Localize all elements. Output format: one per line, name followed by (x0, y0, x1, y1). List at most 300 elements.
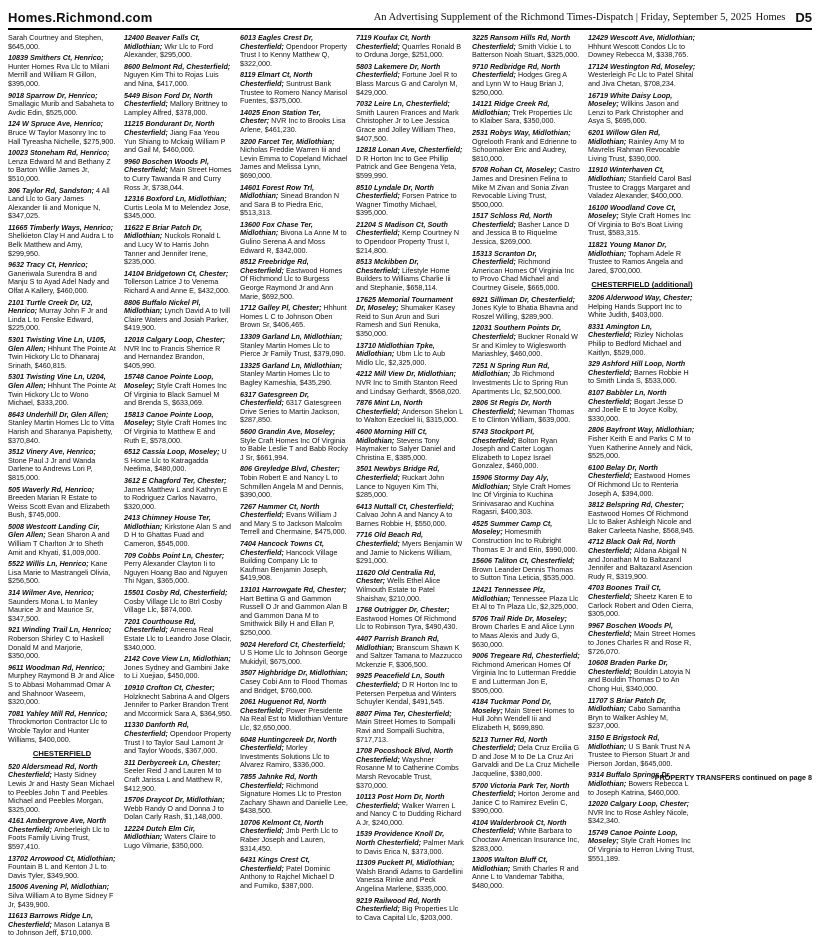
listing-address: 11330 Danforth Rd, Chesterfield; (124, 720, 189, 738)
listing-details: Lenza Edward M and Bethany Z to Barton Willie James Jr, $510,000. (8, 156, 111, 183)
listing-details: U S Home Llc to Katragadda Neelima, $480,000. (124, 447, 227, 474)
listing-address: 15706 Draycot Dr, Midlothian; (124, 795, 225, 805)
property-listing (240, 503, 348, 537)
listing-details: D R Horton Inc to Gee Phillip Patrick and Gee Bengena Yeta, $599,990. (356, 153, 457, 180)
listing-address: 8806 Buffalo Nickel Pl, Midlothian; (124, 297, 201, 316)
property-listing (124, 299, 232, 333)
listing-details: James Matthew L and Kathryn E to Rodriguez Carlos Navarro, $320,000. (124, 484, 228, 511)
property-listing (588, 92, 696, 126)
property-listing (240, 221, 348, 255)
listing-details: Power Presidente Na Real Est to Midlothian Venture Llc, $2,650,000. (240, 705, 348, 732)
listing-details: Hodges Greg A and Lynn W to Haug Brian J, $250,000. (472, 70, 567, 97)
property-listing (240, 856, 348, 890)
listing-details: White Barbara to Choctaw American Insurance Inc, $283,000. (472, 826, 580, 853)
property-listing (124, 514, 232, 548)
listing-details: Trek Properties Llc to Klaiber Sara, $350,000. (472, 107, 573, 126)
property-listing (472, 586, 580, 612)
listing-details: Walker Warren L and Nancy C to Dudding Richard A Jr, $240,000. (356, 800, 462, 827)
property-listing (124, 270, 232, 296)
listing-details: Walsh Brandi Adams to Gardellini Vanessa Rinke and Peck Angelina Marlene, $335,000. (356, 866, 463, 894)
property-listing (240, 391, 348, 425)
listing-address: 9925 Peacefield Ln, South Chesterfield; (356, 671, 445, 689)
listing-details: Topham Adele R Trustee to Ramos Angela and Jared, $700,000. (588, 248, 683, 275)
listing-details: Style Craft Homes Inc Of Virginia to Bable Leslie T and Babb Rocky J Sr, $661,994. (240, 435, 349, 462)
listing-address: 5706 Trail Ride Dr, Moseley; (472, 613, 567, 623)
listing-address: 10113 Post Horn Dr, North Chesterfield; (356, 792, 445, 810)
listing-details: Casey Cobi Ann to Flood Thomas and Bridget, $760,000. (240, 676, 348, 695)
property-listing (240, 184, 348, 218)
listing-address: 1708 Pocoshock Blvd, North Chesterfield; (356, 746, 454, 764)
listing-address: 15501 Cosby Rd, Chesterfield; (124, 588, 228, 598)
listing-details: Eastwood Homes Of Richmond Llc to Renteria Joseph A, $394,000. (588, 471, 691, 498)
listing-address: 7716 Old Beach Rd, Chesterfield; (356, 530, 424, 549)
listing-details: Stanley Martin Homes Llc to Pierce Jr Family Trust, $379,090. (240, 340, 346, 359)
listing-details: Hunter Homes Rva Llc to Milani Merrill and William R Gillon, $395,000. (8, 61, 110, 88)
property-listing (240, 34, 348, 68)
property-listing (240, 819, 348, 853)
listing-address: 3612 E Chagford Ter, Chester; (124, 475, 227, 485)
listing-details: Kemp Courtney N to Opendoor Property Trust I, $214,800. (356, 228, 460, 255)
property-listing (124, 448, 232, 474)
listing-details: Lynch David A to Ivill Claire Waters and Josiah Parker, $419,900. (124, 306, 230, 333)
property-listing (472, 34, 580, 60)
property-listing (472, 362, 580, 396)
property-listing (124, 120, 232, 154)
property-listing (240, 109, 348, 135)
listing-details: Style Craft Homes Inc Of Virginia to Black Samuel M and Brenda S, $633,069. (124, 380, 227, 408)
listing-details: Tobin Robert E and Nancy L to Schmillen Angela M and Dennis, $390,000. (240, 472, 344, 500)
listing-details: Holzknecht Sabrina A and Olgers Jennifer to Parker Brandon Trent and Mccormick Sara A, $364,950. (124, 691, 232, 718)
property-listing (240, 428, 348, 462)
property-listing (124, 158, 232, 192)
property-listing (588, 584, 696, 618)
property-listing (588, 464, 696, 498)
listing-details: Branscum Shawn K and Saltzer Tamana to Mazzucco Mckenzie F, $306,500. (356, 642, 463, 669)
property-listing (472, 250, 580, 293)
listing-address: 520 Aldersmead Rd, North Chesterfield; (8, 761, 98, 780)
listing-address: 12018 Calgary Loop, Chester; (124, 335, 226, 344)
listing-address: 17625 Memorial Tournament Dr, Moseley; (356, 294, 453, 313)
listing-details: Sean Sharon A and William T Charlton Jr to Sheth Amit and Khyati, $1,009,000. (8, 530, 110, 557)
listing-address: 7201 Courthouse Rd, Chesterfield; (124, 616, 196, 635)
listing-address: 15906 Stormy Day Aly, Midlothian; (472, 472, 549, 491)
property-listing (472, 819, 580, 853)
listing-address: 4184 Tuckmar Pond Dr, Moseley; (472, 697, 552, 715)
listing-address: 314 Wilmer Ave, Henrico; (8, 588, 94, 598)
property-listing (240, 698, 348, 732)
listing-details: Smith Lauren Frances and Mark Christopher Jr to Lee Jessica Grace and Jolley William Theo, $407,500. (356, 107, 459, 143)
listing-address: 10023 Stoneham Rd, Henrico; (8, 148, 110, 158)
listing-address: 15006 Avening Pl, Midlothian; (8, 882, 110, 892)
property-listing (472, 474, 580, 517)
property-listing (8, 92, 116, 118)
listing-details: Nicholas Freddie Warren Iii and Levin Emma to Copeland Michael James and Melissa Lynn, $690,000. (240, 145, 348, 180)
property-listing (588, 166, 696, 200)
property-listing (588, 294, 696, 320)
listing-details: Shelkieton Clay H and Audra L to Belk Matthew and Amy, $299,950. (8, 231, 114, 258)
property-listing (356, 503, 464, 529)
listing-details: Bivona La Anne M to Gulino Serena A and Moss Edward R, $342,000. (240, 228, 347, 255)
listing-address: 6100 Belay Dr, North Chesterfield; (588, 462, 658, 481)
listing-address: 8331 Amington Ln, Chesterfield; (588, 321, 653, 340)
listing-details: Helping Hands Support Inc to White Judith, $403,000. (588, 301, 682, 320)
listing-columns (8, 33, 812, 938)
listing-address: 6201 Willow Glen Rd, Midlothian; (588, 127, 661, 146)
listing-address: 6317 Gatesgreen Dr, Chesterfield; (240, 389, 310, 408)
listing-address: 8119 Elmart Ct, North Chesterfield; (240, 70, 313, 88)
property-listing (588, 426, 696, 460)
listing-details: Tollerson Latrice J to Venema Richard A and Anne E, $432,000. (124, 277, 230, 296)
listing-details: NVR Inc to Francis Sherrice R and Hernandez Brandon, $405,990. (124, 343, 221, 370)
property-listing (124, 63, 232, 89)
listing-address: 9006 Tregeare Rd, Chesterfield; (472, 651, 580, 661)
listing-address: 9314 Buffalo Springs Dr, Midlothian; (588, 770, 671, 788)
listing-details: Fountain B L and Kenton J L to Davis Tyler, $349,900. (8, 862, 107, 880)
property-listing (124, 92, 232, 118)
property-listing (124, 373, 232, 407)
listing-address: 921 Winding Trail Ln, Henrico; (8, 625, 112, 635)
listing-details: Jiang Faa Yeou Yun Shiang to Mckaig William P and Gail M, $460,000. (124, 127, 226, 155)
page-number: D5 (795, 9, 812, 25)
listing-address: 9018 Sparrow Dr, Henrico; (8, 90, 98, 100)
listing-address: 5803 Lakemere Dr, North Chesterfield; (356, 61, 441, 80)
property-listing (240, 773, 348, 816)
listing-address: 9710 Redbridge Rd, North Chesterfield; (472, 61, 561, 80)
section-heading: CHESTERFIELD (32, 749, 92, 759)
listing-details: Horton Jerome and Janice C to Ramirez Evelin C, $390,000. (472, 789, 580, 816)
property-listing (8, 855, 116, 881)
listing-address: 12020 Calgary Loop, Chester; (588, 799, 690, 809)
listing-details: Main Street Homes to Hull John Wendell Iii and Elizabeth H, $699,890. (472, 705, 575, 732)
property-listing (588, 538, 696, 581)
listing-details: Lifestyle Home Builders to Williams Charlie Iii and Stephanie, $658,114. (356, 265, 451, 293)
property-listing (8, 912, 116, 938)
listing-address: 2142 Cove View Ln, Midlothian; (124, 654, 231, 664)
listing-address: 11309 Puckett Pl, Midlothian; (356, 858, 455, 868)
property-listing (124, 655, 232, 681)
property-listing (8, 54, 116, 88)
listing-address: 15606 Taliton Ct, Chesterfield; (472, 556, 575, 566)
property-listing (124, 721, 232, 755)
property-listing (8, 299, 116, 333)
listing-details: Stanfield Carol Basl Trustee to Craggs Margaret and Valadez Alexander, $400,000. (588, 173, 692, 201)
listing-details: Wilkins Jason and Lenzi to Park Christopher and Asya S, $695,000. (588, 99, 684, 126)
listing-address: 12316 Boxford Ln, Midlothian; (124, 194, 227, 204)
property-listing (356, 793, 464, 827)
listing-column (240, 34, 348, 941)
listing-address: 21204 S Madison Ct, South Chesterfield; (356, 219, 448, 238)
property-listing (472, 428, 580, 471)
listing-details: Breeden Marian R Estate to Weiss Scott Evan and Elizabeth Bush, $745,000. (8, 493, 110, 520)
property-listing (124, 411, 232, 445)
listing-details: Richmond American Homes Of Virginia Inc to Provo Chad Michael and Courtney Gisele, $665,000. (472, 257, 575, 293)
listing-details: Bouldin Latoyia N and Bouldin Thomas D to An Chong Hui, $340,000. (588, 666, 691, 693)
listing-details: Mallory Brittney to Lampley Alfred, $378,000. (124, 99, 228, 117)
property-listing (356, 747, 464, 790)
property-listing (472, 736, 580, 779)
listing-details: Myers Benjamin W and Jamie to Nickens William, $291,000. (356, 539, 463, 566)
listing-address: 3512 Vinery Ave, Henrico; (8, 447, 96, 457)
listing-address: 2101 Turtle Creek Dr, U2, Henrico; (8, 297, 93, 316)
listing-address: 6431 Kings Crest Ct, Chesterfield; (240, 855, 310, 873)
listing-details: Buckner Ronald W Sr and Kimley to Wiglesworth Mariashley, $460,000. (472, 332, 578, 359)
listing-address: 13600 Fox Chase Ter, Midlothian; (240, 219, 313, 238)
property-listing (124, 224, 232, 267)
property-listing (356, 296, 464, 339)
property-listing (8, 523, 116, 557)
property-listing (8, 763, 116, 815)
continued-listing-text: Sarah Courtney and Stephen, $645,000. (8, 33, 104, 51)
listing-details: Richmond American Homes Of Virginia Inc to Lutterman Freddie E and Lutterman Jon E, $505,000. (472, 659, 577, 695)
property-listing (588, 323, 696, 357)
property-listing (8, 373, 116, 407)
property-listing (356, 34, 464, 60)
property-listing (8, 589, 116, 623)
page-header (8, 6, 812, 30)
header-right (374, 10, 812, 25)
property-listing (588, 241, 696, 275)
listing-address: 1712 Galley Pl, Chester; (240, 303, 324, 313)
listing-address: 4600 Morning Hill Ct, Midlothian; (356, 426, 428, 445)
listing-address: 8513 Mckibben Dr, Chesterfield; (356, 257, 419, 275)
listing-address: 16719 White Daisy Loop, Moseley; (588, 90, 673, 109)
property-listing (356, 342, 464, 368)
supplement-tagline: An Advertising Supplement of the Richmond Times-Dispatch | Friday, September 5, 2025 (373, 11, 752, 23)
property-listing (472, 129, 580, 163)
listing-address: 5301 Twisting Vine Ln, U204, Glen Allen; (8, 372, 106, 390)
listing-address: 10706 Kelmont Ct, North Chesterfield; (240, 817, 324, 836)
listing-details: Opendoor Property Trust I to Kenny Matthew Q, $322,000. (240, 41, 348, 68)
property-listing (356, 710, 464, 744)
listing-details: Murray John F Jr and Linda L to Fenske Edward, $225,000. (8, 306, 108, 333)
listing-address: 1768 Outrigger Dr, Chester; (356, 605, 450, 615)
listing-column (8, 34, 116, 941)
listing-address: 5522 Willis Ln, Henrico; (8, 559, 91, 569)
listing-address: 11622 E Briar Patch Dr, Midlothian; (124, 222, 203, 241)
listing-address: 3150 E Brigstock Rd, Midlothian; (588, 732, 660, 751)
property-listing (240, 669, 348, 695)
listing-details: U S Home Llc to Johnson George Mukidyil, $675,000. (240, 648, 348, 666)
property-listing (356, 465, 464, 499)
listing-details: U S Bank Trust N A Trustee to Pierson Stuart Jr and Pierson Jordan, $645,000. (588, 741, 690, 768)
listing-details: Big Properties Llc to Cava Capital Llc, $203,000. (356, 904, 459, 922)
property-listing (356, 184, 464, 218)
listing-details: Opendoor Property Trust I to Taylor Saul Lamont Jr and Taylor Woods, $367,000. (124, 728, 232, 756)
property-listing (356, 100, 464, 143)
listing-address: 5449 Bison Ford Dr, North Chesterfield; (124, 90, 213, 109)
property-listing (240, 362, 348, 388)
property-listing (8, 336, 116, 370)
listing-address: 8643 Underhill Dr, Glen Allen; (8, 409, 109, 419)
property-listing (472, 652, 580, 695)
property-listing (8, 626, 116, 660)
property-listing (240, 586, 348, 638)
listing-details: Webb Randy O and Donna J to Dolan Carly Rash, $1,148,000. (124, 803, 224, 822)
listing-address: 6921 Silliman Dr, Chesterfield; (472, 294, 576, 304)
listing-address: 9967 Boschen Woods Pl, Chesterfield; (588, 620, 673, 639)
listing-details: Ubm Llc to Aub Midlo Llc, $2,325,000. (356, 349, 446, 367)
property-listing (472, 212, 580, 246)
listing-address: 12429 Wescott Ave, Midlothian; (588, 33, 696, 42)
listing-details: Tennessee Plaza Llc Et Al to Tn Plaza Llc, $2,325,000. (472, 593, 579, 612)
listing-details: NVR Inc to Rose Ashley Nicole, $342,340. (588, 807, 689, 826)
property-listing (240, 736, 348, 770)
property-listing (8, 710, 116, 744)
listing-address: 6013 Eagles Crest Dr, Chesterfield; (240, 33, 314, 51)
listing-details: Barnes Robbie H to Smith Linda S, $533,000. (588, 367, 689, 386)
listing-details: Brown Charles E and Alice Lynn to Maas Alexis and Judy G, $630,000. (472, 622, 575, 649)
listing-address: 7876 Mint Ln, North Chesterfield; (356, 398, 423, 416)
listing-details: Main Street Homes to Sompalli Ravi and Sompalli Suchitra, $717,713. (356, 717, 456, 744)
listing-details: 6317 Gatesgreen Drive Series to Martin Jackson, $287,850. (240, 398, 342, 425)
listing-details: Bruce W Taylor Masonry Inc to Hall Tyreasha Nichelle, $275,900. (8, 127, 116, 146)
listing-address: 4712 Black Oak Rd, North Chesterfield; (588, 537, 676, 556)
listing-details: NVR Inc to Brooks Lisa Arlene, $461,230. (240, 116, 346, 134)
listing-details: Wells Ethel Alice Wilmouth Estate to Patel Shaishav, $210,000. (356, 576, 441, 603)
property-listing (588, 501, 696, 535)
listing-address: 8807 Pima Ter, Chesterfield; (356, 708, 452, 718)
listing-details: NVR Inc to Smith Stanton Reed and Lindsay Gerhardt, $568,020. (356, 377, 462, 396)
listing-column (124, 34, 232, 941)
property-listing (356, 606, 464, 632)
property-listing (588, 34, 696, 60)
listing-address: 5600 Grandin Ave, Moseley; (240, 426, 336, 436)
property-listing (588, 800, 696, 826)
listing-details: Smith Charles R and Anne L to Vandemar Tabitha, $480,000. (472, 863, 579, 891)
listing-address: 124 W Spruce Ave, Henrico; (8, 119, 104, 129)
listing-address: 13101 Harrowgate Rd, Chester; (240, 585, 347, 595)
listing-details: Rainley Amy M to Mavrelis Rahman Revocable Living Trust, $390,000. (588, 136, 685, 163)
listing-address: 9632 Tracy Ct, Henrico; (8, 260, 88, 270)
listing-address: 12031 Southern Points Dr, Chesterfield; (472, 323, 562, 341)
listing-address: 13702 Arrowood Ct, Midlothian; (8, 853, 116, 863)
listing-address: 11215 Bondurant Dr, North Chesterfield; (124, 119, 215, 137)
listing-details: Jones Sydney and Gambini Jake to Li Xuejiao, $450,000. (124, 662, 230, 681)
listing-details: Eastwood Homes Of Richmond Llc to Burgess George Raymond Jr and Ann Marie, $692,500. (240, 265, 343, 301)
property-listing (472, 100, 580, 126)
listing-details: Ganeriwala Surendra B and Manju S to Ayad Adel Nady and Olfat A Kallery, $460,000. (8, 268, 109, 296)
listing-address: 10910 Crofton Ct, Chester; (124, 682, 215, 692)
listing-address: 14121 Ridge Creek Rd, Midlothian; (472, 99, 550, 117)
property-listing (240, 465, 348, 499)
listing-address: 13710 Midlothian Tpke, Midlothian; (356, 340, 435, 359)
listing-details: Shumaker Kasey Reid to Sun Arun and Suri Ramesh and Suri Renuka, $350,000. (356, 303, 456, 338)
property-listing (8, 883, 116, 909)
property-listing (472, 782, 580, 816)
listing-details: Nguyen Kim Thi to Rojas Luis and Nina, $417,000. (124, 70, 219, 88)
property-listing (8, 187, 116, 221)
property-listing (8, 817, 116, 851)
listing-details: Richmond Signature Homes Llc to Preston Zachary Shawn and Danielle Lee, $438,500. (240, 780, 348, 816)
listing-address: 5301 Twisting Vine Ln, U105, Glen Allen; (8, 335, 106, 353)
property-listing (472, 698, 580, 732)
listing-details: Eastwood Homes Of Richmond Llc to Baker Ashleigh Nicole and Baker Carleeta Nashe, $568,945. (588, 508, 695, 535)
listing-details: Wayshner Rosanne M to Catherine Combs Marsh Revocable Trust, $370,000. (356, 754, 459, 790)
property-listing (588, 389, 696, 423)
property-listing (588, 360, 696, 386)
listing-details: Cabo Samantha Bryn to Walker Ashley M, $237,000. (588, 704, 681, 731)
listing-address: 5708 Rohan Ct, Moseley; (472, 165, 559, 175)
property-listing (240, 641, 348, 667)
listing-address: 11821 Young Manor Dr, Midlothian; (588, 240, 667, 258)
listing-details: Main Street Homes to Jones Charles R and Rose R, $726,070. (588, 629, 696, 656)
listing-address: 4212 Mill View Dr, Midlothian; (356, 369, 456, 379)
listing-address: 505 Waverly Rd, Henrico; (8, 484, 95, 494)
listing-address: 306 Taylor Rd, Sandston; (8, 185, 96, 195)
listing-address: 1517 Schloss Rd, North Chesterfield; (472, 211, 553, 229)
listing-details: Cosby Village Llc to Btrl Cosby Village Llc, $874,000. (124, 596, 223, 615)
continued-note: PROPERTY TRANSFERS continued on page 8 (654, 773, 812, 782)
listing-details: Style Craft Homes Inc Of Virginia to Matthew E and Ruth E, $578,000. (124, 418, 227, 445)
listing-address: 16100 Woodland Cove Ct, Moseley; (588, 202, 676, 221)
property-listing (588, 697, 696, 731)
listing-details: Palmer Mark to Davis Erica N, $373,000. (356, 838, 464, 856)
property-listing (240, 71, 348, 105)
listing-address: 12400 Beaver Falls Ct, Midlothian; (124, 33, 200, 51)
listing-details: Eastwood Homes Of Richmond Llc to Robinson Tyra, $490,430. (356, 613, 458, 632)
listing-details: Quarrles Ronald B to Orduna Jorge, $251,000. (356, 41, 462, 60)
listing-details: Hhhunt The Pointe At Twin Hickory Llc to Dhanaraj Srinath, $460,815. (8, 343, 116, 370)
property-listing (588, 829, 696, 863)
listing-address: 2061 Huguenot Rd, North Chesterfield; (240, 697, 327, 715)
property-listing (124, 618, 232, 652)
listing-address: 14601 Forest Row Trl, Midlothian; (240, 182, 315, 201)
listing-address: 4525 Summer Camp Ct, Moseley; (472, 518, 553, 537)
property-listing (356, 531, 464, 565)
property-listing (356, 399, 464, 425)
listing-address: 806 Greyledge Blvd, Chester; (240, 464, 340, 474)
listing-details: Throckmorton Contractor Llc to Wroble Taylor and Hunter Williams, $400,000. (8, 717, 108, 744)
listing-address: 11910 Winterhaven Ct, Midlothian; (588, 165, 665, 183)
property-listing (588, 622, 696, 656)
property-listing (240, 258, 348, 301)
property-listing (8, 664, 116, 707)
listing-address: 9960 Boschen Woods Pl, Chesterfield; (124, 156, 209, 175)
listing-address: 15813 Canoe Pointe Loop, Moseley; (124, 409, 214, 428)
listing-details: Roberson Shirley C to Haskell Donald M and Marjorie, $350,000. (8, 634, 104, 661)
property-listing (356, 672, 464, 706)
property-listing (472, 399, 580, 425)
listing-address: 5213 Turner Rd, North Chesterfield; (472, 734, 548, 753)
property-listing (588, 204, 696, 238)
property-listing (124, 34, 232, 60)
listing-address: 4161 Ambergrove Ave, North Chesterfield; (8, 816, 107, 834)
listing-address: 311 Derbycreek Ln, Chester; (124, 757, 221, 767)
listing-details: Hhhunt The Pointe At Twin Hickory Llc to Wono Michael, $333,200. (8, 380, 116, 408)
property-listing (356, 635, 464, 669)
listing-details: Suntrust Bank Trustee to Romero Nancy Marisol Fuentes, $375,000. (240, 78, 348, 106)
listing-details: Newman Thomas E to Clinton William, $639,000. (472, 406, 575, 425)
listing-address: 15748 Canoe Pointe Loop, Moseley; (124, 372, 214, 390)
listing-address: 2806 St Regis Dr, North Chesterfield; (472, 398, 552, 416)
property-listing (356, 63, 464, 97)
listing-details: Brown Leander Dennis Thomas to Sutton Tina Leticia, $535,000. (472, 564, 576, 583)
listing-details: Sinead Brandon N and Sara B to Piedra Eric, $513,313. (240, 191, 340, 218)
property-listing (8, 224, 116, 258)
property-listing (472, 166, 580, 209)
listing-details: Ruckart John Lance to Nguyen Kim Thi, $285,000. (356, 472, 445, 500)
listing-address: 12224 Dutch Elm Cir, Midlothian; (124, 823, 196, 842)
listing-details: Waters Claire to Lugo Vilmarie, $350,000. (124, 832, 216, 851)
listing-address: 4104 Walderbrook Ct, North Chesterfield; (472, 817, 567, 836)
listing-details: Main Street Homes to Curry Tawanda R and Curry Ross Jr, $738,044. (124, 165, 232, 192)
listing-address: 15749 Canoe Pointe Loop, Moseley; (588, 827, 678, 846)
listing-details: Stanley Martin Homes Llc to Bagley Kameshia, $435,290. (240, 369, 332, 387)
listing-details: Wkr Llc to Ford Alexander, $295,000. (124, 41, 214, 60)
listing-details: Style Craft Homes Inc Of Virginia to Bo's Boat Living Trust, $583,315. (588, 211, 691, 238)
listing-address: 12421 Tennessee Plz, Midlothian; (472, 585, 546, 603)
listing-address: 9024 Hereford Ct, Chesterfield; (240, 639, 346, 649)
